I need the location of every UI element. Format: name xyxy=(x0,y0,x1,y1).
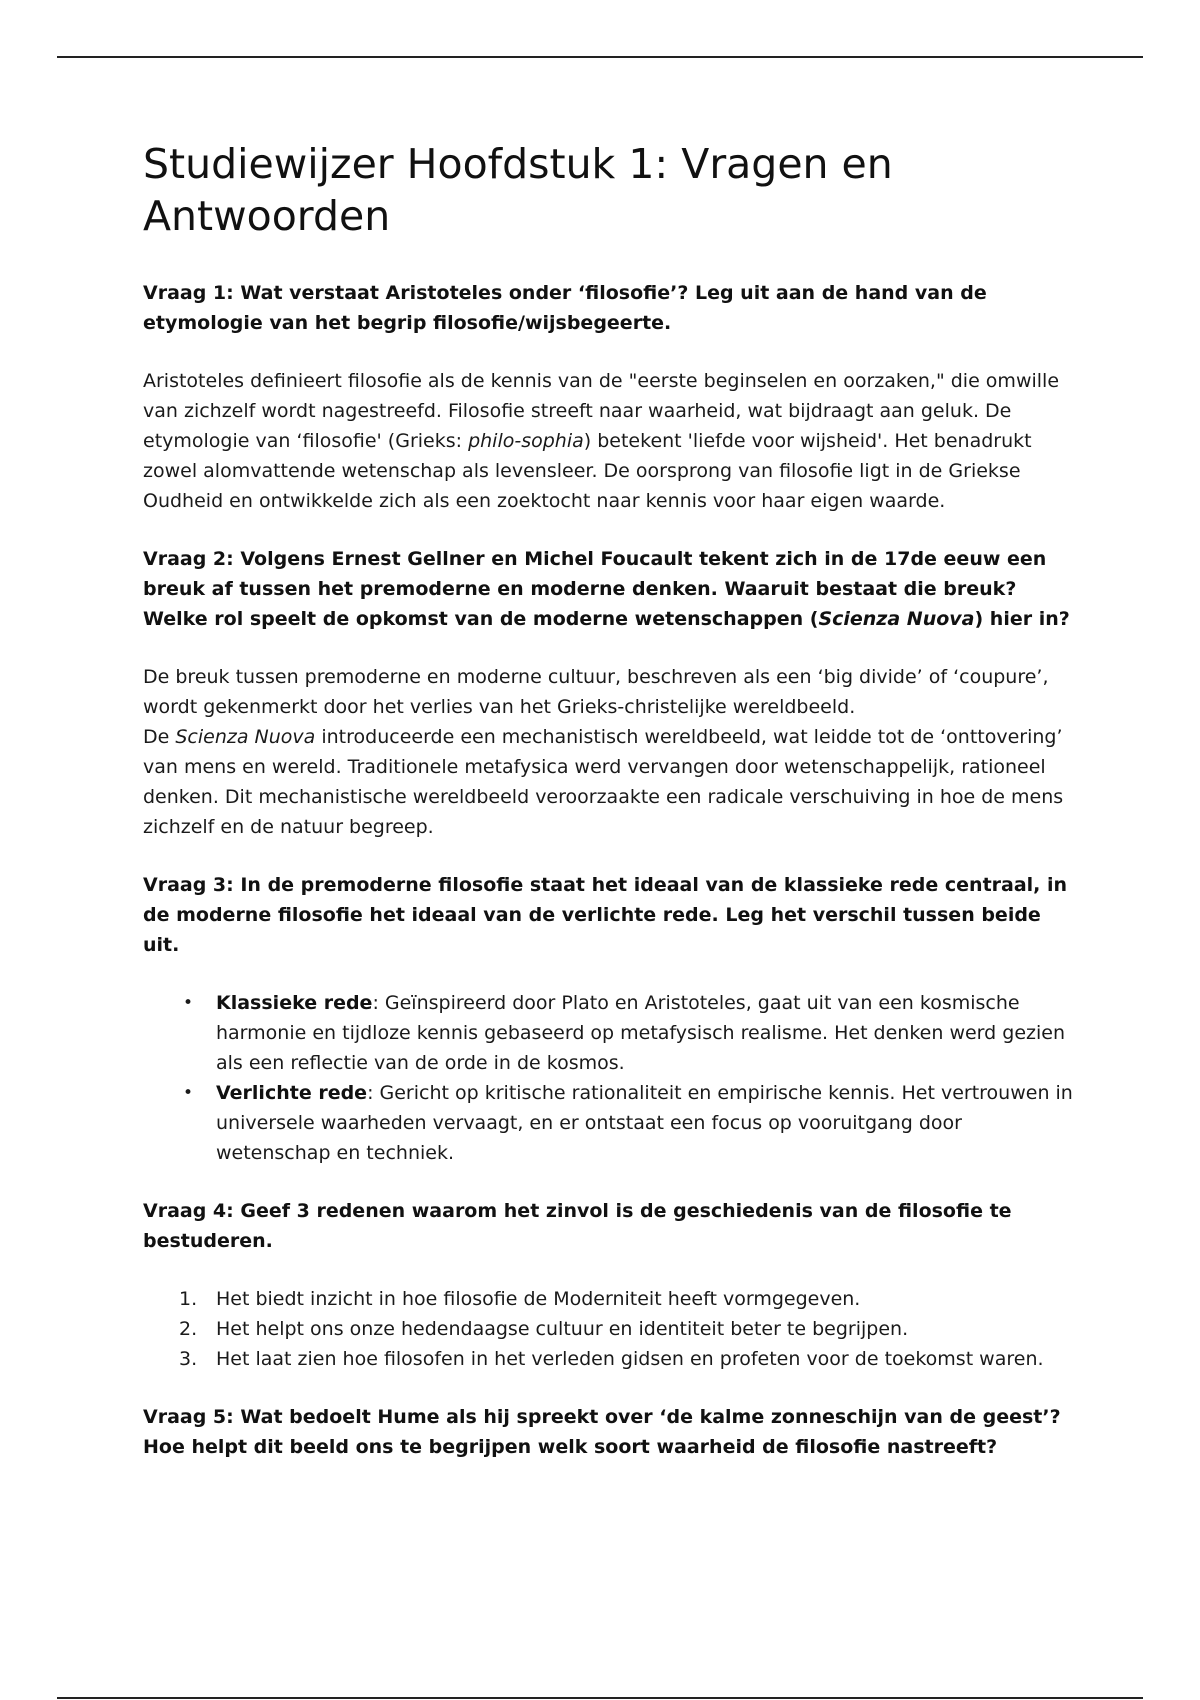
list-item-text: Het helpt ons onze hedendaagse cultuur en identiteit beter te begrijpen. xyxy=(216,1318,909,1340)
question-5: Vraag 5: Wat bedoelt Hume als hij spreekt over ‘de kalme zonneschijn van de geest’? Hoe helpt dit beeld ons te begrijpen welk soort waarheid de filosofie nastreeft? xyxy=(143,1406,1061,1458)
question-2-italic: Scienza Nuova xyxy=(818,608,975,630)
question-2-text: Vraag 2: Volgens Ernest Gellner en Michel Foucault tekent zich in de 17de eeuw een breuk af tussen het premoderne en moderne denken. Waaruit bestaat die breuk? Welke rol speelt de opkomst van de moderne wetenschappen ( xyxy=(143,548,1047,630)
top-page-rule xyxy=(57,56,1143,58)
question-1: Vraag 1: Wat verstaat Aristoteles onder ‘filosofie’? Leg uit aan de hand van de etymologie van het begrip filosofie/wijsbegeerte. xyxy=(143,282,987,334)
answer-1 xyxy=(143,366,1073,516)
answer-2-text-cont: introduceerde een mechanistisch wereldbeeld, wat leidde tot de ‘onttovering’ van mens en wereld. Traditionele metafysica werd vervangen door wetenschappelijk, rationeel denken. Dit mechanistische wereldbeeld veroorzaakte een radicale verschuiving in hoe de mens zichzelf en de natuur begreep. xyxy=(143,726,1064,838)
list-item-text: Het biedt inzicht in hoe filosofie de Moderniteit heeft vormgegeven. xyxy=(216,1288,861,1310)
answer-1-text-cont: ) betekent 'liefde voor wijsheid'. Het benadrukt zowel alomvattende wetenschap als levensleer. De oorsprong van filosofie ligt in de Griekse Oudheid en ontwikkelde zich als een zoektocht naar kennis voor haar eigen waarde. xyxy=(143,430,1032,512)
question-3: Vraag 3: In de premoderne filosofie staat het ideaal van de klassieke rede centraal, in de moderne filosofie het ideaal van de verlichte rede. Leg het verschil tussen beide uit. xyxy=(143,874,1068,956)
list-item xyxy=(143,1078,1073,1168)
list-number: 3. xyxy=(179,1348,198,1370)
answer-2-italic: Scienza Nuova xyxy=(175,726,316,748)
list-item-term: Verlichte rede xyxy=(216,1082,368,1104)
bullet-marker: • xyxy=(183,993,194,1013)
bottom-page-rule xyxy=(57,1697,1143,1699)
list-number: 2. xyxy=(179,1318,198,1340)
question-2-text-cont: ) hier in? xyxy=(974,608,1070,630)
list-item-text: Het laat zien hoe filosofen in het verleden gidsen en profeten voor de toekomst waren. xyxy=(216,1348,1044,1370)
question-2 xyxy=(143,544,1073,634)
list-item-text: : Gericht op kritische rationaliteit en empirische kennis. Het vertrouwen in universele waarheden vervaagt, en er ontstaat een focus op vooruitgang door wetenschap en techniek. xyxy=(216,1082,1073,1164)
answer-2-line-1: De breuk tussen premoderne en moderne cultuur, beschreven als een ‘big divide’ of ‘coupure’, wordt gekenmerkt door het verlies van het Grieks-christelijke wereldbeeld. xyxy=(143,666,1049,718)
list-item xyxy=(143,1314,1073,1344)
list-item xyxy=(143,1284,1073,1314)
document-page xyxy=(143,138,1073,1490)
list-item xyxy=(143,988,1073,1078)
page-title: Studiewijzer Hoofdstuk 1: Vragen en Antwoorden xyxy=(143,140,893,240)
answer-1-italic: philo-sophia xyxy=(468,430,584,452)
answer-2-text: De xyxy=(143,726,176,748)
answer-3-list xyxy=(143,988,1073,1168)
question-4: Vraag 4: Geef 3 redenen waarom het zinvol is de geschiedenis van de filosofie te bestuderen. xyxy=(143,1200,1012,1252)
list-number: 1. xyxy=(179,1288,198,1310)
list-item-text: : Geïnspireerd door Plato en Aristoteles, gaat uit van een kosmische harmonie en tijdloze kennis gebaseerd op metafysisch realisme. Het denken werd gezien als een reflectie van de orde in de kosmos. xyxy=(216,992,1065,1074)
list-item xyxy=(143,1344,1073,1374)
answer-2 xyxy=(143,662,1073,842)
answer-4-list xyxy=(143,1284,1073,1374)
answer-1-text: Aristoteles definieert filosofie als de kennis van de "eerste beginselen en oorzaken," die omwille van zichzelf wordt nagestreefd. Filosofie streeft naar waarheid, wat bijdraagt aan geluk. De etymologie van ‘filosofie' (Grieks: xyxy=(143,370,1060,452)
list-item-term: Klassieke rede xyxy=(216,992,373,1014)
bullet-marker: • xyxy=(183,1083,194,1103)
